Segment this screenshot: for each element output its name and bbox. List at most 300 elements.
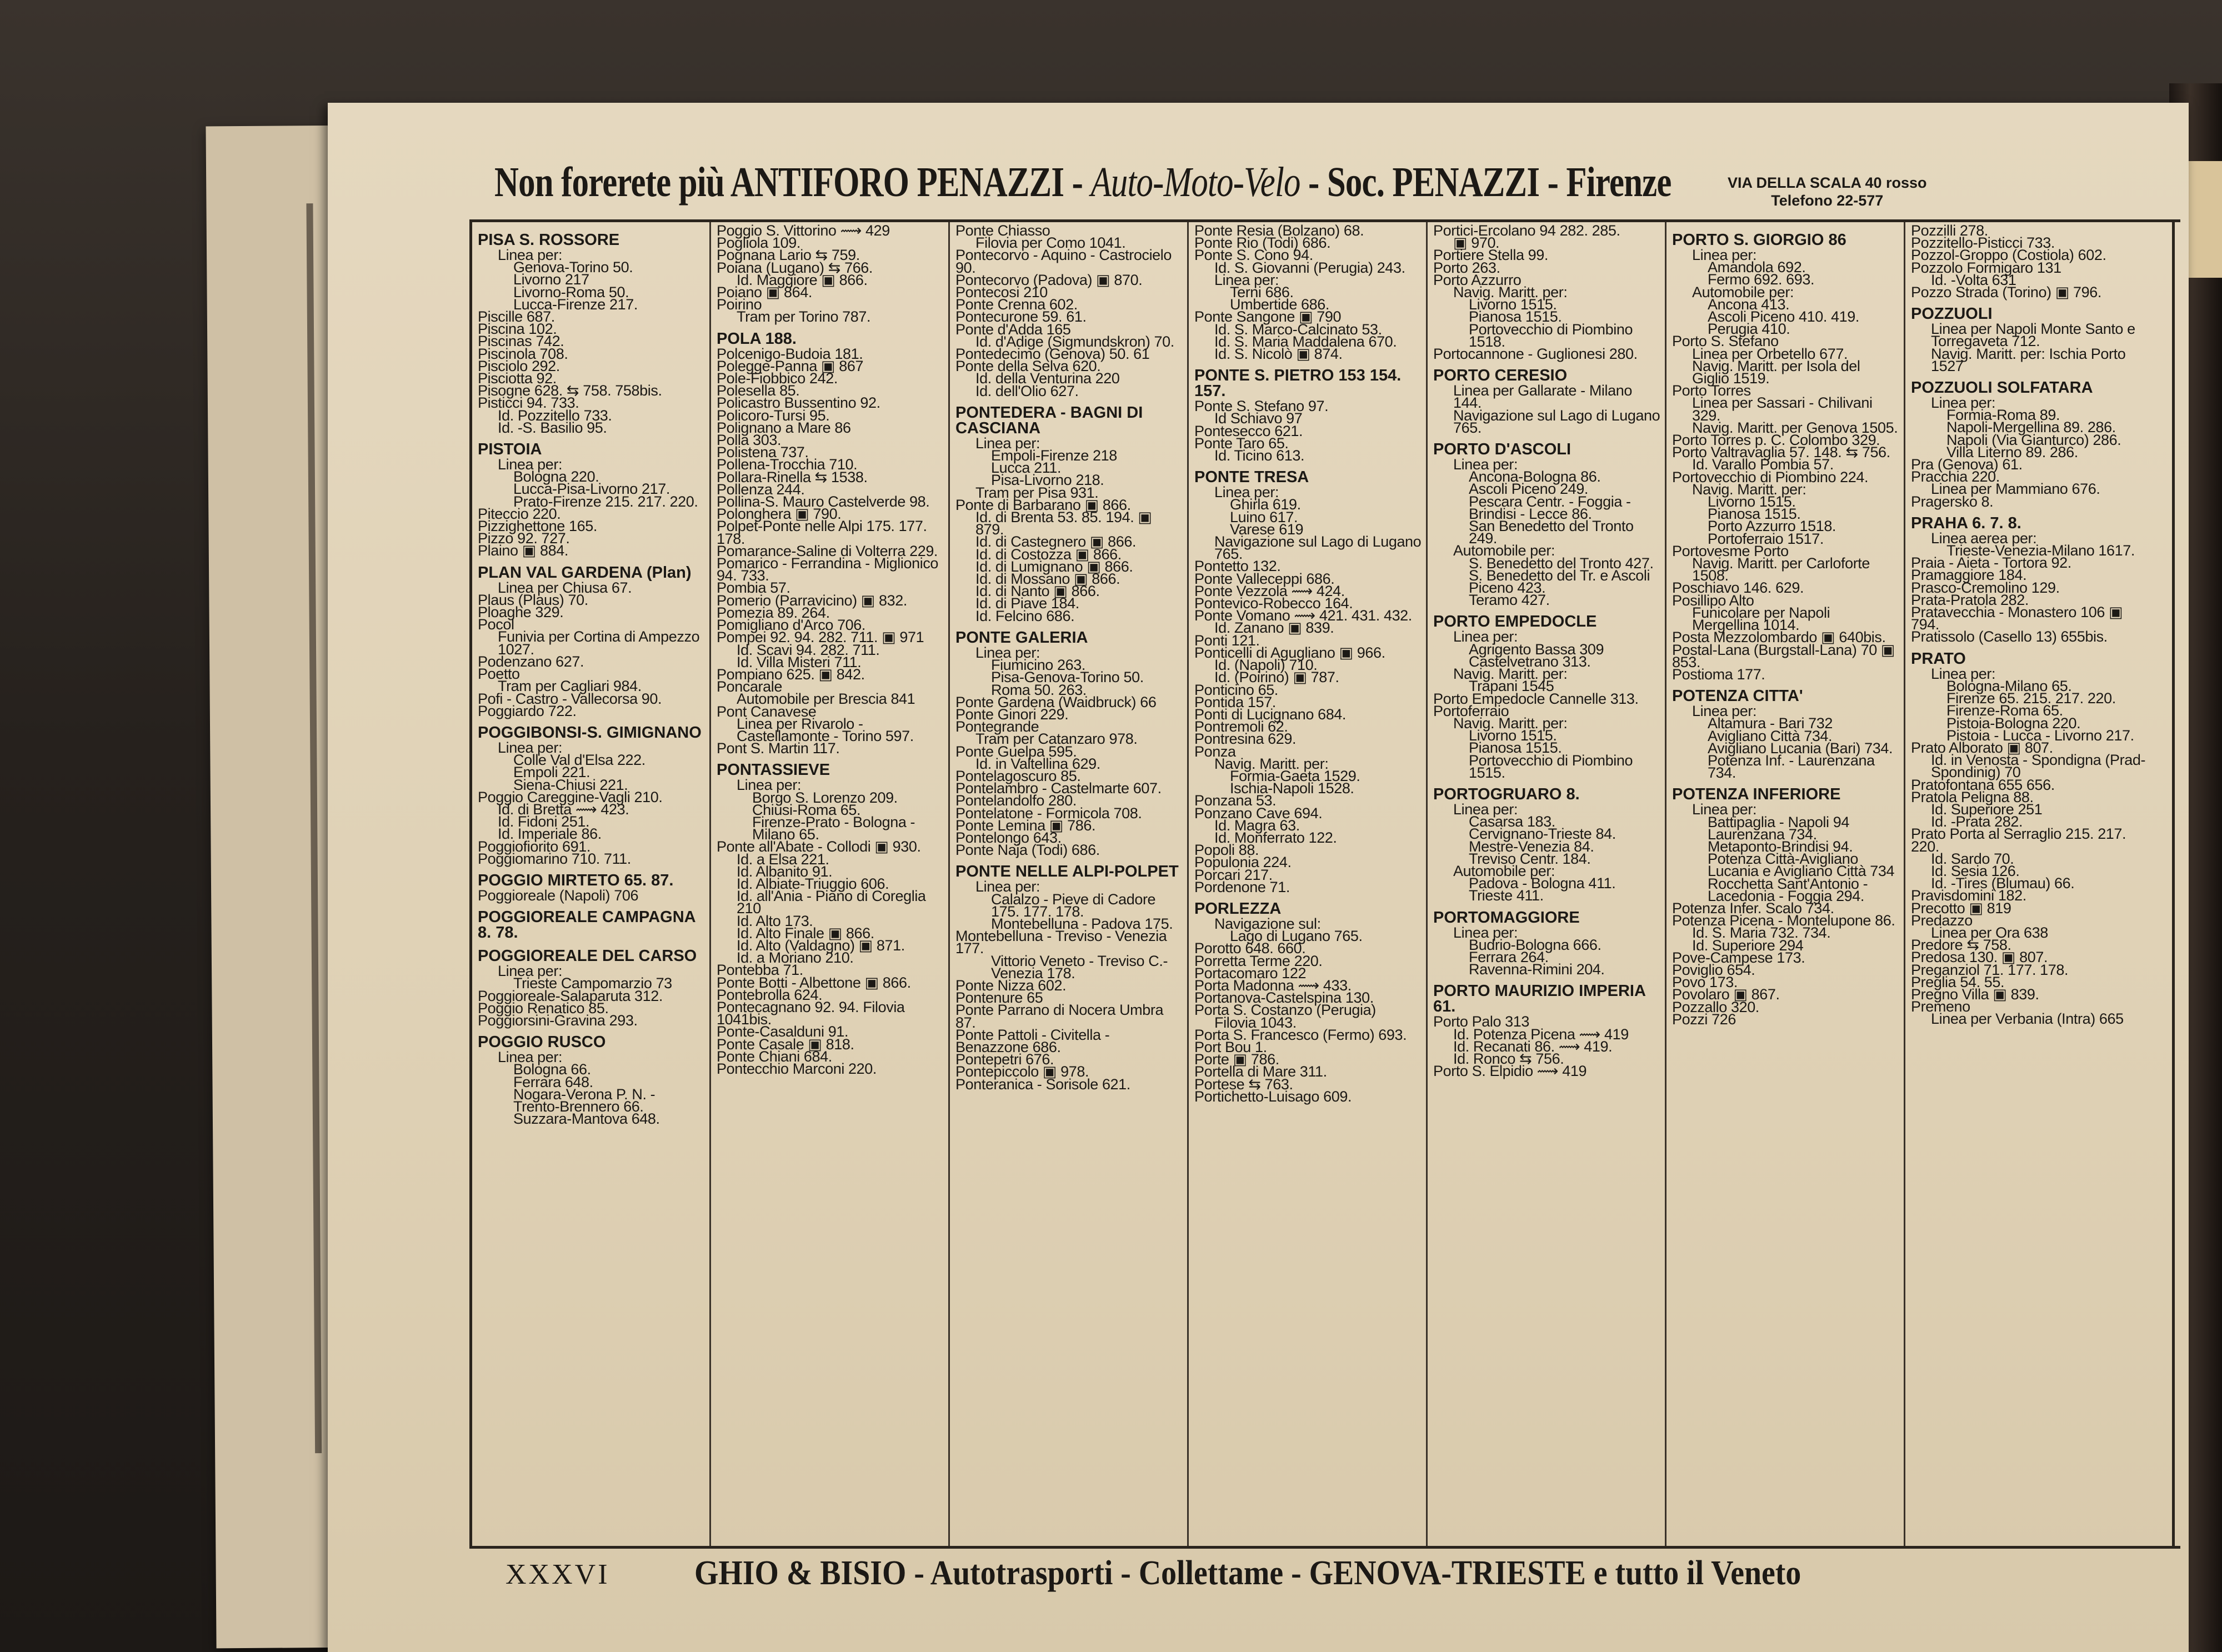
- sub-entry: Id. Fidoni 251.: [498, 813, 590, 830]
- destination-entry: Portovecchio di Piombino 1518.: [1469, 321, 1633, 350]
- station-entry: Porto Torres p. C. Colombo 329.: [1672, 432, 1880, 449]
- destination-entry: Napoli-Mergellina 89. 286.: [1946, 419, 2116, 436]
- station-entry: Pizzighettone 165.: [478, 518, 597, 535]
- destination-entry: Pisa-Livorno 218.: [991, 472, 1104, 489]
- destination-entry: Agrigento Bassa 309: [1469, 640, 1604, 658]
- header-address: [1728, 174, 1927, 209]
- sub-entry: Filovia 1043.: [1214, 1014, 1297, 1031]
- station-entry: Porto Torres: [1672, 382, 1751, 399]
- destination-entry: Roma 50. 263.: [991, 681, 1087, 698]
- sub-entry: Linea per:: [1931, 665, 1996, 682]
- destination-entry: Formia-Gaeta 1529.: [1230, 767, 1360, 784]
- station-entry: Pontremoli 62.: [1194, 718, 1288, 735]
- station-entry: Pregno Villa ▣ 839.: [1911, 985, 2039, 1003]
- station-entry: Pordenone 71.: [1194, 878, 1290, 895]
- destination-entry: Portoferraio 1517.: [1708, 530, 1824, 547]
- station-heading: PORTO S. GIORGIO 86: [1672, 231, 1846, 249]
- station-entry: Pratavecchia - Monastero 106 ▣ 794.: [1911, 604, 2123, 633]
- destination-entry: Pianosa 1515.: [1469, 739, 1562, 757]
- station-entry: Pomarico - Ferrandina - Miglionico 94. 733.: [717, 555, 939, 584]
- sub-entry: Id. Ronco ⇆ 756.: [1453, 1050, 1564, 1067]
- station-entry: Prato Porta al Serraglio 215. 217. 220.: [1911, 825, 2126, 855]
- destination-entry: Ascoli Piceno 410. 419.: [1708, 308, 1859, 326]
- station-entry: Porte ▣ 786.: [1194, 1051, 1279, 1068]
- station-heading: PISTOIA: [478, 440, 542, 459]
- station-entry: Ponte Crenna 602.: [955, 296, 1078, 313]
- station-entry: Potenza Picena - Montelupone 86.: [1672, 912, 1895, 929]
- station-entry: Pombia 57.: [717, 579, 790, 597]
- sub-entry: Id. Alto (Valdagno) ▣ 871.: [737, 937, 905, 954]
- sub-entry: Id. Monferrato 122.: [1214, 829, 1337, 846]
- destination-entry: Fermo 692. 693.: [1708, 271, 1815, 288]
- index-column-7: [1905, 222, 2154, 1547]
- sub-entry: Id. di Castegnero ▣ 866.: [975, 533, 1137, 550]
- sub-entry: Linea per:: [1453, 628, 1518, 645]
- station-entry: Pont S. Martin 117.: [717, 740, 840, 757]
- station-entry: Pontegrande: [955, 718, 1039, 735]
- station-heading: POGGIOREALE CAMPAGNA 8. 78.: [478, 908, 695, 942]
- station-heading: POTENZA CITTA': [1672, 687, 1803, 705]
- page-number: XXXVI: [506, 1559, 610, 1590]
- station-entry: Pratissolo (Casello 13) 655bis.: [1911, 628, 2108, 645]
- station-entry: Precotto ▣ 819: [1911, 899, 2011, 917]
- station-entry: Pontecorvo - Aquino - Castrocielo 90.: [955, 247, 1172, 276]
- station-entry: Postal-Lana (Burgstall-Lana) 70 ▣ 853.: [1672, 641, 1895, 670]
- sub-entry: Id. S. Giovanni (Perugia) 243.: [1214, 259, 1405, 276]
- sub-entry: Funivia per Cortina di Ampezzo 1027.: [498, 628, 700, 658]
- sub-entry: Tram per Cagliari 984.: [498, 678, 642, 695]
- station-entry: Pratofontana 655 656.: [1911, 776, 2055, 793]
- station-entry: Ploaghe 329.: [478, 604, 564, 621]
- destination-entry: Rocchetta Sant'Antonio - Lacedonia - Foggia 294.: [1708, 875, 1868, 904]
- station-entry: Poggiofiorito 691.: [478, 838, 590, 855]
- destination-entry: Formia-Roma 89.: [1946, 407, 2060, 424]
- station-entry: Pozzo Strada (Torino) ▣ 796.: [1911, 284, 2101, 301]
- sub-entry: Id. Zanano ▣ 839.: [1214, 619, 1334, 637]
- sub-entry: Linea per Ora 638: [1931, 924, 2048, 941]
- station-entry: Ponte Parrano di Nocera Umbra 87.: [955, 1002, 1164, 1031]
- station-entry: Porto 263.: [1433, 259, 1500, 276]
- sub-entry: Funicolare per Napoli Mergellina 1014.: [1692, 604, 1830, 634]
- station-heading: PRAHA 6. 7. 8.: [1911, 514, 2021, 532]
- station-heading: PISA S. ROSSORE: [478, 231, 620, 249]
- sub-entry: Id. Pozzitello 733.: [498, 407, 612, 424]
- station-entry: Pompiano 625. ▣ 842.: [717, 665, 865, 683]
- station-entry: Praia - Aieta - Tortora 92.: [1911, 554, 2071, 572]
- station-entry: Ponte Resia (Bolzano) 68.: [1194, 222, 1364, 239]
- station-entry: Montebelluna - Treviso - Venezia 177.: [955, 928, 1167, 957]
- sub-entry: Id. di Nanto ▣ 866.: [975, 583, 1100, 600]
- station-entry: Povolaro ▣ 867.: [1672, 986, 1780, 1003]
- sub-entry: Id. S. Maria Maddalena 670.: [1214, 333, 1397, 350]
- station-entry: Populonia 224.: [1194, 854, 1292, 871]
- destination-entry: Metaponto-Brindisi 94.: [1708, 838, 1853, 855]
- destination-entry: Firenze 65. 215. 217. 220.: [1946, 690, 2116, 707]
- station-entry: Premeno: [1911, 998, 1970, 1015]
- station-entry: Porta S. Francesco (Fermo) 693.: [1194, 1026, 1407, 1043]
- station-entry: Pragersko 8.: [1911, 493, 1994, 510]
- station-entry: Pontepetri 676.: [955, 1051, 1054, 1068]
- station-entry: Portiere Stella 99.: [1433, 247, 1549, 264]
- sub-entry: Linea per:: [975, 644, 1040, 661]
- destination-entry: Trapani 1545: [1469, 678, 1554, 695]
- station-entry: Pontedecimo (Genova) 50. 61: [955, 346, 1150, 363]
- destination-entry: Livorno 1515.: [1469, 727, 1557, 744]
- sub-entry: Linea per:: [498, 1049, 563, 1066]
- sub-entry: Id. Superiore 251: [1931, 800, 2043, 818]
- station-entry: Polesella 85.: [717, 382, 800, 399]
- station-heading: PORTO EMPEDOCLE: [1433, 613, 1597, 631]
- sub-entry: Linea per:: [498, 739, 563, 756]
- station-entry: Poggio Careggine-Vagli 210.: [478, 788, 663, 805]
- destination-entry: Pianosa 1515.: [1469, 308, 1562, 326]
- station-heading: PORLEZZA: [1194, 899, 1282, 918]
- station-entry: Ponte Gardena (Waidbruck) 66: [955, 693, 1157, 710]
- sub-entry: Id. di Lumignano ▣ 866.: [975, 558, 1133, 575]
- station-entry: Pogliola 109.: [717, 234, 800, 252]
- station-entry: Poirino: [717, 296, 762, 313]
- destination-entry: Napoli (Via Gianturco) 286.: [1946, 431, 2121, 448]
- destination-entry: Calalzo - Pieve di Cadore 175. 177. 178.: [991, 890, 1156, 920]
- sub-entry: Id. Ticino 613.: [1214, 447, 1305, 464]
- station-entry: Pozzallo 320.: [1672, 998, 1759, 1015]
- destination-entry: Ravenna-Rimini 204.: [1469, 961, 1605, 978]
- station-entry: Podenzano 627.: [478, 653, 584, 670]
- destination-entry: Nogara-Verona P. N. - Trento-Brennero 66.: [513, 1085, 655, 1115]
- ad-main: Non forerete più ANTIFORO PENAZZI: [494, 159, 1064, 206]
- sub-entry: Id. della Venturina 220: [975, 370, 1120, 387]
- station-entry: Ponte Nizza 602.: [955, 977, 1067, 994]
- station-entry: Pontevico-Robecco 164.: [1194, 595, 1353, 612]
- timetable-page: [328, 103, 2189, 1652]
- station-entry: Pompei 92. 94. 282. 711. ▣ 971: [717, 629, 924, 646]
- station-entry: Porto Empedocle Cannelle 313.: [1433, 690, 1639, 707]
- station-entry: Pollina-S. Mauro Castelverde 98.: [717, 493, 930, 510]
- ad-separator-2: -: [1300, 159, 1327, 206]
- sub-entry: Linea per Sassari - Chilivani 329.: [1692, 394, 1873, 424]
- sub-entry: Navig. Maritt. per:: [1453, 714, 1568, 732]
- station-entry: Predazzo: [1911, 912, 1973, 929]
- destination-entry: Lago di Lugano 765.: [1230, 928, 1363, 945]
- destination-entry: Genova-Torino 50.: [513, 259, 633, 276]
- station-entry: Portese ⇆ 763.: [1194, 1075, 1293, 1093]
- sub-entry: Id. Scavi 94. 282. 711.: [737, 641, 880, 658]
- station-entry: Ponte Vezzola ⟿ 424.: [1194, 582, 1345, 599]
- sub-entry: Id. -Volta 631: [1931, 271, 2016, 288]
- destination-entry: Livorno 217: [513, 271, 589, 288]
- sub-entry: Linea per:: [1931, 394, 1996, 412]
- station-entry: Poggiardo 722.: [478, 702, 577, 719]
- sub-entry: Automobile per:: [1453, 862, 1555, 879]
- destination-entry: Padova - Bologna 411.: [1469, 875, 1616, 892]
- station-entry: Portella di Mare 311.: [1194, 1063, 1327, 1080]
- station-entry: Piscina 102.: [478, 321, 557, 338]
- station-entry: Poetto: [478, 665, 520, 683]
- destination-entry: Pistoia-Bologna 220.: [1946, 714, 2081, 732]
- destination-entry: Lucca-Pisa-Livorno 217.: [513, 480, 670, 498]
- destination-entry: Trieste 411.: [1469, 887, 1544, 904]
- station-entry: Pocol: [478, 616, 514, 633]
- destination-entry: Fiumicino 263.: [991, 657, 1085, 674]
- destination-entry: Cervignano-Trieste 84.: [1469, 825, 1616, 843]
- sub-entry: Linea per:: [498, 456, 563, 473]
- station-entry: Pomezia 89. 264.: [717, 604, 830, 621]
- station-entry: Ponte S. Cono 94.: [1194, 247, 1313, 264]
- sub-entry: Linea per:: [975, 878, 1040, 895]
- station-entry: Pravisdomini 182.: [1911, 887, 2026, 904]
- destination-entry: Montebelluna - Padova 175.: [991, 915, 1173, 932]
- sub-entry: ▣ 970.: [1453, 234, 1500, 252]
- station-entry: Policastro Bussentino 92.: [717, 394, 880, 412]
- station-entry: Portacomaro 122: [1194, 964, 1307, 982]
- station-entry: Poviglio 654.: [1672, 961, 1755, 978]
- sub-entry: Id. -S. Basilio 95.: [498, 419, 607, 436]
- station-entry: Porto Palo 313: [1433, 1013, 1530, 1030]
- station-entry: Ponte Taro 65.: [1194, 434, 1289, 452]
- destination-entry: Altamura - Bari 732: [1708, 715, 1833, 732]
- destination-entry: Potenza Città-Avigliano Lucania e Avigliano Città 734: [1708, 850, 1895, 880]
- station-entry: Porto S. Stefano: [1672, 333, 1779, 350]
- back-page-rule: [306, 203, 322, 1453]
- station-entry: Ponzano Cave 694.: [1194, 804, 1323, 822]
- station-entry: Prasco-Cremolino 129.: [1911, 579, 2060, 596]
- station-entry: Pontecchio Marconi 220.: [717, 1060, 877, 1077]
- sub-entry: Id. Maggiore ▣ 866.: [737, 271, 868, 288]
- station-entry: Pove-Campese 173.: [1672, 949, 1805, 966]
- header-ad-text: [494, 158, 1671, 207]
- sub-entry: Id. Alto Finale ▣ 866.: [737, 924, 874, 942]
- station-entry: Pracchia 220.: [1911, 468, 2000, 485]
- sub-entry: Filovia per Como 1041.: [975, 234, 1126, 252]
- destination-entry: Colle Val d'Elsa 222.: [513, 752, 645, 769]
- station-entry: Portoferraio: [1433, 702, 1509, 719]
- station-heading: PONTE GALERIA: [955, 628, 1088, 647]
- ad-separator-1: -: [1064, 159, 1091, 206]
- station-entry: Pontelambro - Castelmarte 607.: [955, 780, 1162, 797]
- station-entry: Pontetto 132.: [1194, 558, 1281, 575]
- station-entry: Povo 173.: [1672, 974, 1738, 991]
- index-column-1: [472, 222, 711, 1547]
- station-entry: Porretta Terme 220.: [1194, 952, 1323, 969]
- sub-entry: Id. Sardo 70.: [1931, 850, 2014, 867]
- sub-entry: Linea per:: [1214, 271, 1279, 288]
- destination-entry: Laurenzana 734.: [1708, 825, 1817, 843]
- destination-entry: Pisa-Genova-Torino 50.: [991, 669, 1144, 686]
- sub-entry: Linea per:: [1692, 801, 1757, 818]
- station-entry: Pomigliano d'Arco 706.: [717, 617, 866, 634]
- sub-entry: Linea per:: [1692, 703, 1757, 720]
- sub-entry: Id. dell'Olio 627.: [975, 382, 1079, 399]
- destination-entry: Villa Literno 89. 286.: [1946, 443, 2078, 460]
- sub-entry: Id. Varallo Pombia 57.: [1692, 456, 1834, 473]
- station-heading: PONTASSIEVE: [717, 761, 830, 779]
- station-heading: PLAN VAL GARDENA (Plan): [478, 563, 692, 582]
- destination-entry: Ancona 413.: [1708, 296, 1790, 313]
- destination-entry: Suzzara-Mantova 648.: [513, 1110, 660, 1128]
- station-entry: Poggio S. Vittorino ⟿ 429: [717, 222, 890, 239]
- destination-entry: Pistoia - Lucca - Livorno 217.: [1946, 727, 2134, 744]
- station-entry: Poggiomarino 710. 711.: [478, 850, 631, 867]
- station-entry: Pisogne 628. ⇆ 758. 758bis.: [478, 382, 662, 399]
- station-entry: Port Bou 1.: [1194, 1038, 1267, 1055]
- station-entry: Pomarance-Saline di Volterra 229.: [717, 542, 938, 559]
- station-entry: Pontenure 65: [955, 989, 1043, 1007]
- station-entry: Pollenza 244.: [717, 480, 805, 498]
- sub-entry: Linea per Rivarolo - Castellamonte - Torino 597.: [737, 715, 914, 744]
- sub-entry: Linea per:: [1453, 456, 1518, 473]
- station-entry: Portanova-Castelspina 130.: [1194, 989, 1374, 1007]
- station-entry: Pollara-Rinella ⇆ 1538.: [717, 468, 868, 485]
- station-entry: Plaino ▣ 884.: [478, 542, 568, 559]
- station-entry: Ponteranica - Sorisole 621.: [955, 1075, 1130, 1093]
- station-entry: Porta S. Costanzo (Perugia): [1194, 1002, 1376, 1019]
- station-entry: Poiano ▣ 864.: [717, 284, 812, 301]
- station-heading: PONTE TRESA: [1194, 468, 1309, 487]
- station-entry: Pont Canavese: [717, 703, 817, 720]
- sub-entry: Id. d'Adige (Sigmundskron) 70.: [975, 333, 1174, 350]
- sub-entry: Id. in Valtellina 629.: [975, 755, 1100, 772]
- station-entry: Poschiavo 146. 629.: [1672, 579, 1804, 597]
- station-entry: Pozzolo Formigaro 131: [1911, 259, 2061, 276]
- station-entry: Poiana (Lugano) ⇆ 766.: [717, 259, 873, 276]
- station-entry: Ponte Sangone ▣ 790: [1194, 308, 1342, 326]
- station-heading: PORTO MAURIZIO IMPERIA 61.: [1433, 982, 1645, 1016]
- sub-entry: Id. Imperiale 86.: [498, 825, 602, 843]
- sub-entry: Tram per Torino 787.: [737, 308, 871, 326]
- station-entry: Ponte all'Abate - Collodi ▣ 930.: [717, 838, 921, 855]
- sub-entry: Navig. Maritt. per Carloforte 1508.: [1692, 555, 1870, 584]
- sub-entry: Id. all'Ania - Piano di Coreglia 210: [737, 888, 926, 917]
- station-entry: Poggiorsini-Gravina 293.: [478, 1012, 638, 1029]
- destination-entry: S. Benedetto del Tronto 427.: [1469, 554, 1654, 572]
- sub-entry: Navig. Maritt. per:: [1453, 284, 1568, 301]
- sub-entry: Linea per:: [498, 963, 563, 980]
- station-entry: Posillipo Alto: [1672, 592, 1754, 609]
- station-entry: Poggio Renatico 85.: [478, 999, 609, 1017]
- sub-entry: Linea per Gallarate - Milano 144.: [1453, 382, 1632, 412]
- sub-entry: Automobile per:: [1453, 542, 1555, 559]
- station-entry: Postioma 177.: [1672, 665, 1765, 683]
- station-entry: Pontelagoscuro 85.: [955, 767, 1081, 784]
- station-entry: Portovecchio di Piombino 224.: [1672, 468, 1869, 485]
- station-entry: Ponte Casale ▣ 818.: [717, 1035, 854, 1053]
- sub-entry: Linea per:: [1453, 924, 1518, 941]
- station-heading: POGGIO RUSCO: [478, 1033, 606, 1052]
- station-entry: Piscinas 742.: [478, 333, 564, 350]
- sub-entry: Id. Sesia 126.: [1931, 862, 2020, 879]
- station-heading: POZZUOLI SOLFATARA: [1911, 379, 2093, 397]
- station-entry: Pra (Genova) 61.: [1911, 456, 2023, 473]
- station-entry: Polistena 737.: [717, 444, 809, 461]
- destination-entry: Firenze-Roma 65.: [1946, 702, 2063, 719]
- sub-entry: Tram per Catanzaro 978.: [975, 730, 1138, 748]
- destination-entry: Terni 686.: [1230, 284, 1294, 301]
- destination-entry: Empoli-Firenze 218: [991, 447, 1117, 464]
- station-entry: Pontecagnano 92. 94. Filovia 1041bis.: [717, 998, 905, 1028]
- station-entry: Prato Alborato ▣ 807.: [1911, 739, 2053, 756]
- destination-entry: S. Benedetto del Tr. e Ascoli Piceno 423.: [1469, 567, 1650, 597]
- destination-entry: Potenza Inf. - Laurenzana 734.: [1708, 752, 1875, 782]
- destination-entry: Ghirla 619.: [1230, 496, 1301, 513]
- sub-entry: Linea per:: [737, 777, 802, 794]
- sub-entry: Automobile per:: [1692, 283, 1794, 301]
- station-heading: PORTOMAGGIORE: [1433, 908, 1580, 927]
- station-entry: Plaus (Plaus) 70.: [478, 591, 588, 608]
- sub-entry: Id. (Poirino) ▣ 787.: [1214, 669, 1339, 686]
- station-entry: Ponte Ginori 229.: [955, 705, 1069, 723]
- station-entry: Ponti 121.: [1194, 632, 1260, 649]
- index-column-3: [950, 222, 1189, 1547]
- destination-entry: San Benedetto del Tronto 249.: [1469, 518, 1634, 547]
- sub-entry: Id. Superiore 294: [1692, 937, 1804, 954]
- station-heading: POTENZA INFERIORE: [1672, 785, 1841, 804]
- sub-entry: Navigazione sul Lago di Lugano 765.: [1214, 533, 1422, 563]
- station-entry: Ponte di Barbarano ▣ 866.: [955, 496, 1131, 513]
- station-entry: Ponte Botti - Albettone ▣ 866.: [717, 974, 911, 991]
- sub-entry: Id. (Napoli) 710.: [1214, 657, 1318, 674]
- sub-entry: Navigazione sul Lago di Lugano 765.: [1453, 407, 1660, 436]
- station-entry: Porto Valtravaglia 57. 148. ⇆ 756.: [1672, 444, 1890, 461]
- sub-entry: Id. Alto 173.: [737, 912, 813, 929]
- station-heading: POGGIBONSI-S. GIMIGNANO: [478, 723, 702, 742]
- footer-advertisement: GHIO & BISIO - Autotrasporti - Collettame - GENOVA-TRIESTE e tutto il Veneto: [694, 1554, 1801, 1592]
- destination-entry: Bologna 220.: [513, 468, 599, 485]
- sub-entry: Linea per:: [498, 247, 563, 263]
- sub-entry: Navig. Maritt. per:: [1453, 665, 1568, 683]
- destination-entry: Borgo S. Lorenzo 209.: [752, 789, 898, 806]
- station-entry: Ponticelli di Agugliano ▣ 966.: [1194, 644, 1385, 661]
- index-table: [469, 222, 2175, 1547]
- station-entry: Portovesme Porto: [1672, 542, 1789, 559]
- station-entry: Pontepiccolo ▣ 978.: [955, 1063, 1089, 1080]
- destination-entry: Livorno-Roma 50.: [513, 283, 629, 301]
- destination-entry: Perugia 410.: [1708, 321, 1790, 338]
- station-entry: Pognana Lario ⇆ 759.: [717, 247, 860, 264]
- station-entry: Pollena-Trocchia 710.: [717, 456, 858, 473]
- station-entry: Polcenigo-Budoia 181.: [717, 345, 863, 362]
- station-entry: Porto S. Elpidio ⟿ 419: [1433, 1063, 1587, 1080]
- destination-entry: Livorno 1515.: [1708, 493, 1796, 510]
- index-column-6: [1666, 222, 1905, 1547]
- sub-entry: Navigazione sul:: [1214, 915, 1321, 932]
- sub-entry: Id. S. Marco-Calcinato 53.: [1214, 321, 1382, 338]
- sub-entry: Linea per:: [1453, 800, 1518, 818]
- destination-entry: Bologna 66.: [513, 1061, 591, 1078]
- station-entry: Ponte Guelpa 595.: [955, 743, 1077, 760]
- sub-entry: Automobile per Brescia 841: [737, 690, 915, 708]
- station-entry: Ponte Chiani 684.: [717, 1048, 832, 1065]
- destination-entry: Battipaglia - Napoli 94: [1708, 813, 1849, 830]
- sub-entry: Id. di Mossano ▣ 866.: [975, 570, 1120, 588]
- destination-entry: Porto Azzurro 1518.: [1708, 518, 1836, 535]
- bottom-rule: [469, 1546, 2180, 1549]
- destination-entry: Siena-Chiusi 221.: [513, 776, 628, 793]
- station-entry: Preganziol 71. 177. 178.: [1911, 961, 2069, 978]
- station-entry: Porto Azzurro: [1433, 271, 1522, 288]
- sub-entry: Id. a Moriano 210.: [737, 949, 854, 967]
- sub-entry: Id. Villa Misteri 711.: [737, 653, 862, 670]
- station-entry: Porotto 648. 660.: [1194, 940, 1306, 957]
- station-entry: Preglia 54. 55.: [1911, 973, 2005, 990]
- destination-entry: Varese 619: [1230, 520, 1304, 538]
- sub-entry: Id. Albiate-Triuggio 606.: [737, 875, 889, 892]
- station-entry: Poggioreale (Napoli) 706: [478, 887, 639, 904]
- destination-entry: Treviso Centr. 184.: [1469, 850, 1591, 867]
- station-entry: Pontecorvo (Padova) ▣ 870.: [955, 271, 1143, 288]
- station-entry: Polegge-Panna ▣ 867: [717, 357, 864, 374]
- sub-entry: Id. Felcino 686.: [975, 607, 1075, 624]
- destination-entry: Prato-Firenze 215. 217. 220.: [513, 493, 698, 510]
